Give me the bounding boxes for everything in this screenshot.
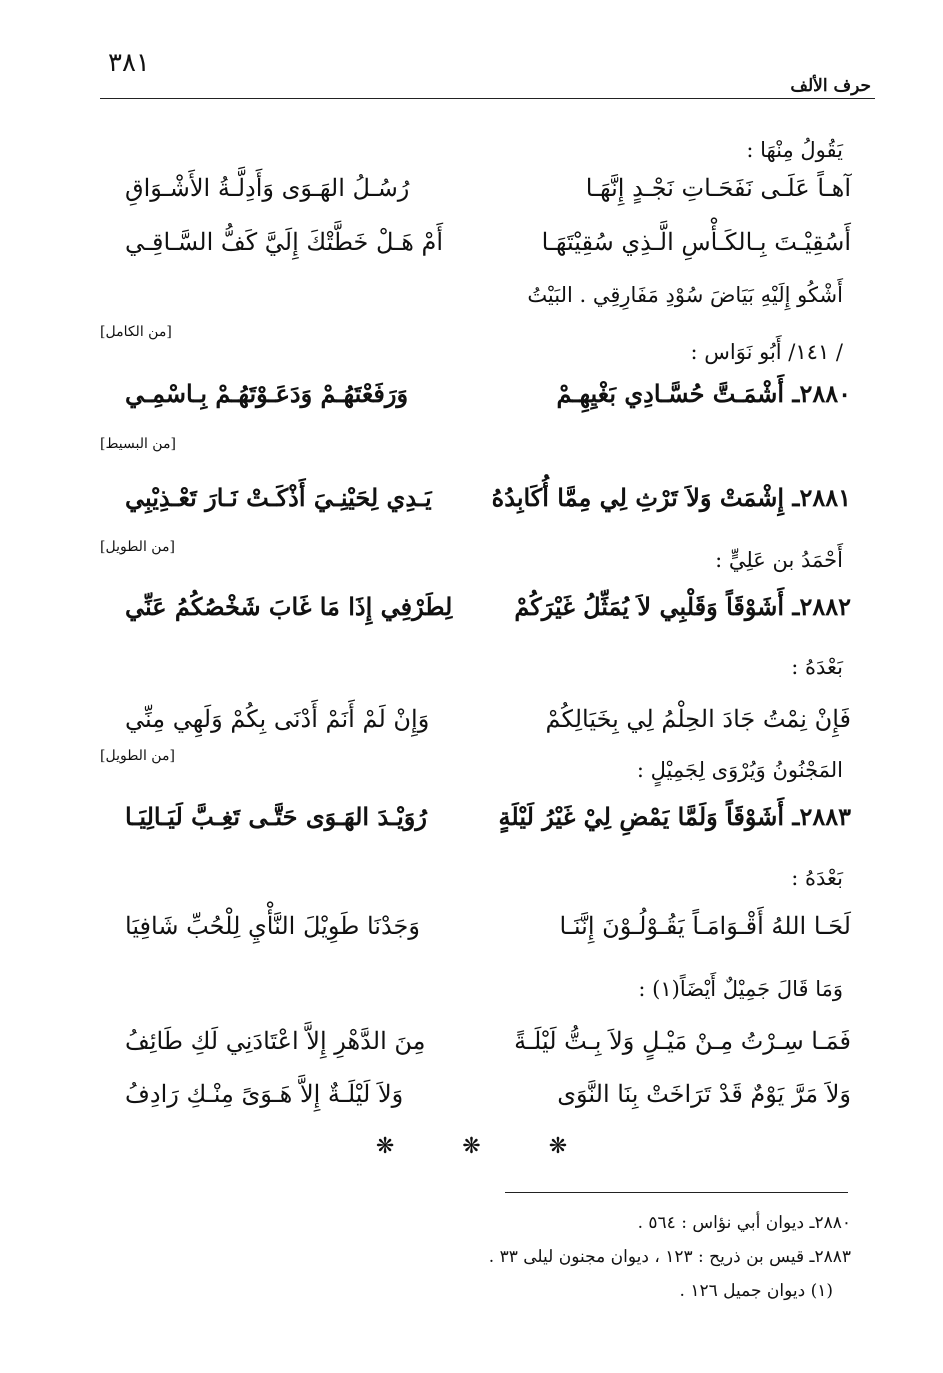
verse-second-hemistich: رُوَيْـدَ الهَـوَى حَتَّـى تَغِـبَّ لَيَـالِيَـا	[125, 802, 427, 831]
verse-first-hemistich: ٢٨٨٢ـ أَشَوْقَاً وَقَلْبِي لاَ يُمَثِّلُ غَيْرَكُمْ	[514, 592, 851, 621]
meter-label: [من الطويل]	[100, 748, 175, 764]
verse-line	[125, 1021, 851, 1061]
verse-first-hemistich: لَحَـا اللهُ أَقْـوَامَـاً يَقُـوْلُـوْنَ إِنَّنَـا	[559, 912, 851, 940]
verse-second-hemistich: وَرَفَعْتَهُـمْ وَدَعَـوْتَهُـمْ بِـاسْمِـي	[125, 379, 409, 408]
verse-line	[125, 906, 851, 946]
verse-line	[125, 1074, 851, 1114]
page-number: ٣٨١	[108, 48, 150, 78]
verse-first-hemistich: فَإِنْ نِمْتُ جَادَ الحِلْمُ لِي بِخَيَالِكُمْ	[545, 705, 851, 733]
verse-line	[125, 222, 851, 262]
asterism-glyph: ❋	[462, 1134, 515, 1159]
verse-line	[125, 699, 851, 739]
footnotes	[489, 1206, 851, 1308]
asterism-glyph: ❋	[548, 1134, 602, 1159]
prose-line: أَشْكُو إِلَيْهِ بَيَاضَ سُوْدِ مَفَارِقِي . البَيْتُ	[527, 283, 843, 307]
verse-second-hemistich: لِطَرْفِي إِذَا مَا غَابَ شَخْصُكُمُ عَنِّي	[125, 592, 453, 621]
verse-second-hemistich: وَإِنْ لَمْ أَنَمْ أَدْنَى بِكُمْ وَلَهِي مِنِّي	[125, 705, 430, 733]
verse-first-hemistich: ٢٨٨٠ـ أَشْمَـتَّ حُسَّـادِي بَغْيِهِـمْ	[556, 379, 851, 408]
section-divider	[0, 1134, 943, 1159]
verse-first-hemistich: آهـاً عَلَـى نَفَحَـاتِ نَجْـدٍ إِنَّهَـا	[585, 174, 851, 202]
verse-line	[125, 168, 851, 208]
footnote: ٢٨٨٣ـ قيس بن ذريح : ١٢٣ ، ديوان مجنون ليلى ٣٣ .	[488, 1247, 851, 1267]
footnote: (١) ديوان جميل ١٢٦ .	[679, 1281, 833, 1301]
poet-attribution: / ١٤١/ أَبُو نَوَاس :	[690, 340, 843, 364]
verse-second-hemistich: وَجَدْنَا طَوِيْلَ النَّأْيِ لِلْحُبِّ شَافِيَا	[125, 912, 420, 940]
intro-line: وَمَا قَالَ جَمِيْلٌ أَيْضَاً(١) :	[638, 977, 843, 1001]
verse-second-hemistich: وَلاَ لَيْلَـةٌ إِلاَّ هَـوَىً مِنْـكِ رَادِفُ	[125, 1080, 404, 1108]
footnote-rule	[505, 1192, 848, 1193]
meter-label: [من الكامل]	[100, 324, 172, 340]
verse-second-hemistich: رُسُـلُ الهَـوَى وَأَدِلَّـةُ الأَشْـوَاقِ	[125, 174, 410, 202]
verse-first-hemistich: أَسُقِيْـتَ بِـالكَـأْسِ الَّـذِي سُقِيْتَهَـا	[541, 228, 851, 256]
meter-label: [من الطويل]	[100, 539, 175, 555]
running-title: حرف الألف	[790, 76, 871, 96]
numbered-verse	[125, 587, 851, 627]
footnote: ٢٨٨٠ـ ديوان أبي نؤاس : ٥٦٤ .	[637, 1213, 851, 1233]
verse-first-hemistich: وَلاَ مَرَّ يَوْمٌ قَدْ تَرَاخَتْ بِنَا النَّوَى	[557, 1080, 851, 1108]
header-rule	[100, 98, 875, 99]
verse-second-hemistich: أَمْ هَـلْ خَطَّتْكَ إِلَيَّ كَفُّ السَّـاقِـي	[125, 228, 444, 256]
meter-label: [من البسيط]	[100, 436, 176, 452]
numbered-verse	[125, 797, 851, 837]
verse-first-hemistich: ٢٨٨٣ـ أَشَوْقَاً وَلَمَّا يَمْضِ لِيْ غَيْرُ لَيْلَةٍ	[498, 802, 851, 831]
poet-attribution: المَجْنُونُ وَيُرْوَى لِجَمِيْلٍ :	[636, 758, 843, 782]
numbered-verse	[125, 478, 851, 518]
poet-attribution: أَحْمَدُ بن عَلِيٍّ :	[715, 548, 843, 572]
verse-second-hemistich: يَـدِي لِحَيْنِـيَ أَذْكَـتْ نَـارَ تَعْـذِيْبِي	[125, 483, 432, 512]
intro-line: بَعْدَهُ :	[791, 866, 843, 890]
verse-second-hemistich: مِنَ الدَّهْرِ إِلاَّ اعْتَادَنِي لَكِ طَائِفُ	[125, 1027, 426, 1055]
intro-line: يَقُولُ مِنْهَا :	[746, 138, 843, 162]
intro-line: بَعْدَهُ :	[791, 655, 843, 679]
asterism-glyph: ❋	[375, 1134, 429, 1159]
verse-first-hemistich: فَمَـا سِـرْتُ مِـنْ مَيْـلٍ وَلاَ بِـتُّ لَيْلَـةً	[514, 1027, 851, 1055]
numbered-verse	[125, 374, 851, 414]
verse-first-hemistich: ٢٨٨١ـ إِشْمَتْ وَلاَ تَرْثِ لِي مِمَّا أُكَابِدُهُ	[491, 483, 851, 512]
